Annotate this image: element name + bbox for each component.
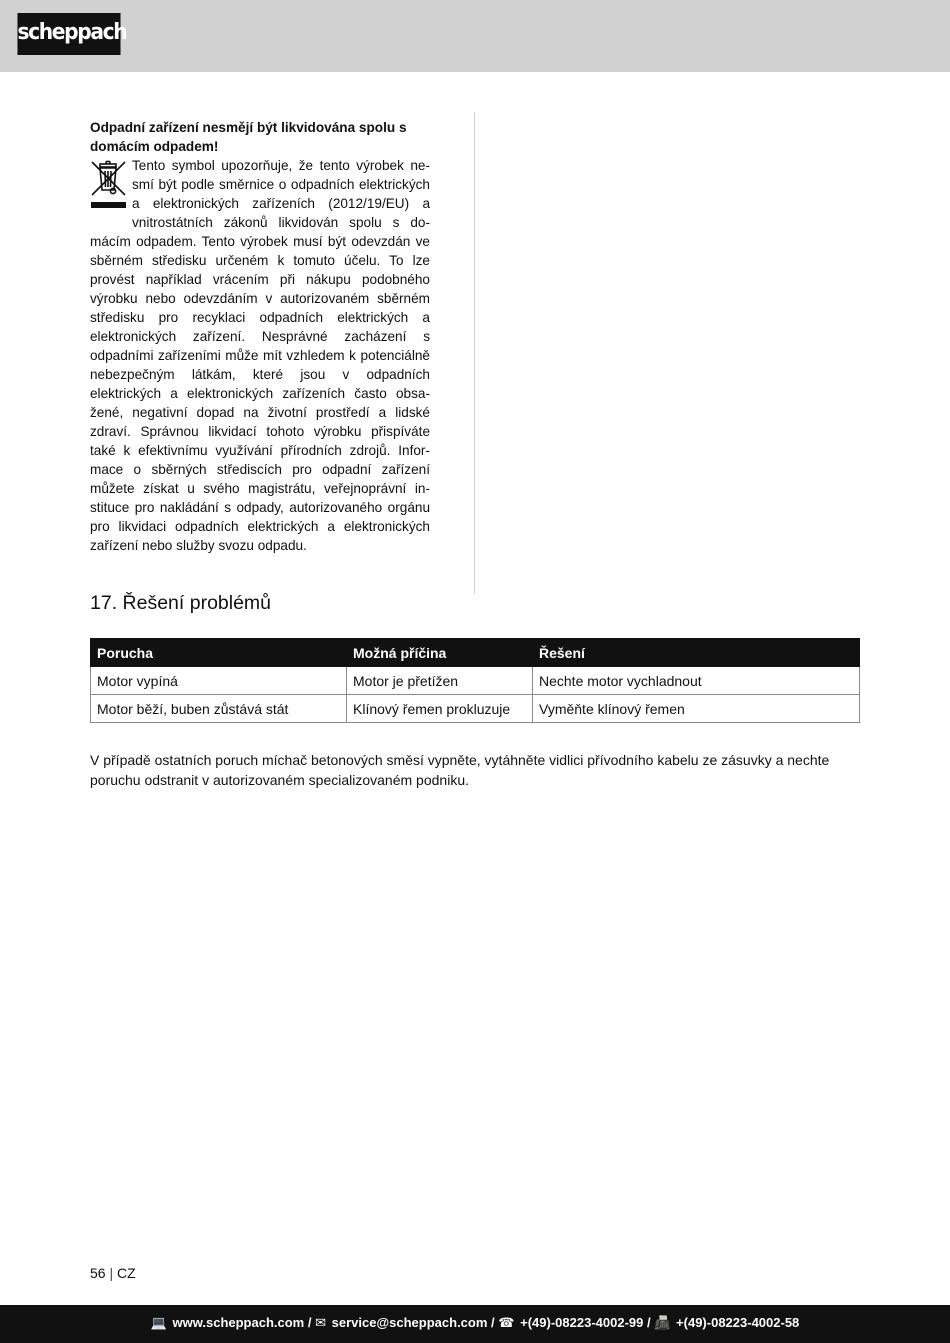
page-number-separator: |	[109, 1265, 114, 1281]
cell-cause: Motor je přetížen	[347, 667, 533, 695]
header-fault: Porucha	[91, 639, 347, 667]
scheppach-logo: scheppach	[17, 13, 120, 55]
section-title: 17. Řešení problémů	[90, 592, 272, 614]
cell-solution: Vyměňte klínový řemen	[533, 695, 860, 723]
troubleshooting-table	[90, 638, 860, 723]
page-number	[90, 1265, 136, 1281]
cell-solution: Nechte motor vychladnout	[533, 667, 860, 695]
phone-icon: ☎	[498, 1315, 515, 1330]
page-footer	[0, 1305, 950, 1343]
footer-website[interactable]: www.scheppach.com	[172, 1315, 305, 1330]
footer-email[interactable]: service@scheppach.com	[331, 1315, 488, 1330]
disposal-heading: Odpadní zařízení nesmějí být likvidována spolu s domácím odpadem!	[90, 120, 407, 154]
header-cause: Možná příčina	[347, 639, 533, 667]
column-divider	[474, 112, 475, 594]
cell-fault: Motor vypíná	[91, 667, 347, 695]
footer-phone[interactable]: +(49)-08223-4002-99	[520, 1315, 644, 1330]
cell-fault: Motor běží, buben zůstává stát	[91, 695, 347, 723]
table-row	[91, 695, 860, 723]
page-header	[0, 0, 950, 72]
table-header-row	[91, 639, 860, 667]
footer-separator: /	[307, 1315, 312, 1330]
header-solution: Řešení	[533, 639, 860, 667]
troubleshooting-note: V případě ostatních poruch míchač betonových směsí vypněte, vytáhněte vidlici přívodního kabelu ze zásuvky a nechte poruchu odstranit v autorizovaném specializovaném podniku.	[90, 752, 830, 788]
page-number-value: 56	[90, 1265, 106, 1281]
mail-icon: ✉	[315, 1315, 327, 1330]
page-language: CZ	[117, 1265, 136, 1281]
cell-cause: Klínový řemen prokluzuje	[347, 695, 533, 723]
footer-separator: /	[646, 1315, 651, 1330]
fax-icon: 📠	[654, 1315, 671, 1330]
laptop-icon: 💻	[150, 1315, 167, 1330]
table-row	[91, 667, 860, 695]
footer-fax: +(49)-08223-4002-58	[676, 1315, 800, 1330]
crossed-out-wheelie-bin-icon	[90, 158, 128, 216]
footer-separator: /	[491, 1315, 495, 1330]
disposal-body: Tento symbol upozorňuje, že tento výrobek nesmí být podle směrnice o odpadních elektrických a elektronických zařízeních (2012/19/EU) a vnitrostátních zákonů likvidován spolu s domácím odpadem. Tento výrobek musí být odevzdán ve sběrném středisku určeném k tomuto účelu. To lze provést například vrácením při nákupu podobného výrobku nebo odevzdáním v autorizovaném sběrném středisku pro recyklaci odpadních elektrických a elektronických zařízení. Nesprávné zacházení s odpadními zařízeními může mít vzhledem k potenciálně nebezpečným látkám, které jsou v odpadních elektrických a elektronických zařízeních často obsažené, negativní dopad na životní prostředí a lidské zdraví. Správnou likvidací tohoto výrobku přispíváte také k efektivnímu využívání přírodních zdrojů. Informace o sběrných střediscích pro odpadní zařízení můžete získat u svého magistrátu, veřejnoprávní instituce pro nakládání s odpady, autorizovaného orgánu pro likvidaci odpadních elektrických a elektronických zařízení nebo služby svozu odpadu.	[90, 158, 430, 553]
disposal-section	[90, 118, 430, 555]
